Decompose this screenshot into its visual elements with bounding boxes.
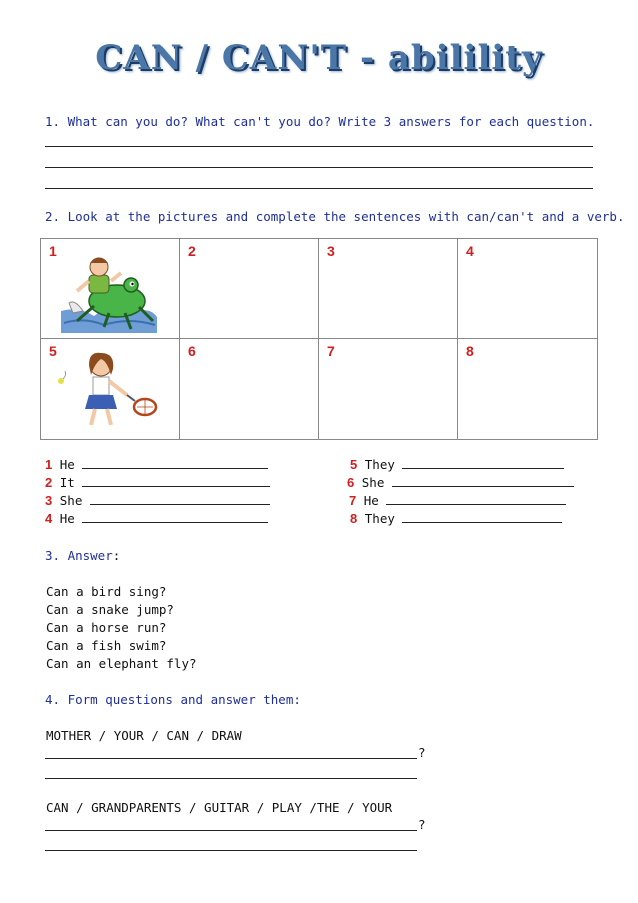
sentence-subject: She: [361, 475, 385, 490]
picture-cell-1: [41, 239, 180, 339]
answer-blank[interactable]: [90, 504, 270, 505]
question-item: Can an elephant fly?: [46, 656, 197, 671]
cell-number: 5: [49, 343, 57, 359]
sentence-line: [45, 475, 270, 490]
sentence-line: [45, 457, 268, 472]
picture-cell-4: [458, 239, 597, 339]
question-item: Can a fish swim?: [46, 638, 167, 653]
cell-number: 6: [188, 343, 196, 359]
sentence-line: [350, 511, 562, 526]
sentence-subject: It: [59, 475, 75, 490]
answer-line[interactable]: [45, 167, 593, 168]
question-item: Can a horse run?: [46, 620, 167, 635]
picture-cell-3: [319, 239, 458, 339]
picture-cell-2: [180, 239, 319, 339]
section3-heading-text: 3. Answer: [45, 548, 113, 563]
question-item: Can a bird sing?: [46, 584, 167, 599]
sentence-line: [349, 493, 566, 508]
boy-and-frog-illustration: [59, 251, 159, 333]
question-mark: ?: [418, 817, 426, 832]
section2-heading: 2. Look at the pictures and complete the sentences with can/can't and a verb.: [45, 209, 625, 224]
picture-cell-6: [180, 339, 319, 439]
answer-blank[interactable]: [402, 468, 564, 469]
sentence-number: 1: [45, 457, 53, 472]
sentence-number: 3: [45, 493, 53, 508]
cell-number: 3: [327, 243, 335, 259]
sentence-line: [347, 475, 574, 490]
answer-line[interactable]: [45, 146, 593, 147]
sentence-number: 5: [350, 457, 358, 472]
section4-heading: 4. Form questions and answer them:: [45, 692, 301, 707]
question-item: Can a snake jump?: [46, 602, 174, 617]
scrambled-words: CAN / GRANDPARENTS / GUITAR / PLAY /THE / YOUR: [46, 800, 393, 815]
sentence-subject: He: [363, 493, 379, 508]
sentence-line: [350, 457, 564, 472]
answer-line[interactable]: [45, 830, 417, 831]
section3-heading: [45, 548, 120, 563]
sentence-subject: They: [364, 511, 395, 526]
answer-blank[interactable]: [82, 486, 270, 487]
cell-number: 2: [188, 243, 196, 259]
cell-number: 1: [49, 243, 57, 259]
cell-number: 4: [466, 243, 474, 259]
sentence-number: 2: [45, 475, 53, 490]
sentence-subject: He: [59, 457, 75, 472]
answer-line[interactable]: [45, 758, 417, 759]
answer-line[interactable]: [45, 850, 417, 851]
girl-with-tennis-racket-illustration: [55, 349, 161, 433]
picture-grid: [40, 238, 598, 440]
sentence-number: 8: [350, 511, 358, 526]
picture-cell-5: [41, 339, 180, 439]
answer-blank[interactable]: [82, 522, 268, 523]
cell-number: 7: [327, 343, 335, 359]
answer-blank[interactable]: [386, 504, 566, 505]
picture-cell-7: [319, 339, 458, 439]
worksheet-title: CAN / CAN'T - abilility: [95, 38, 543, 78]
answer-blank[interactable]: [392, 486, 574, 487]
sentence-line: [45, 511, 268, 526]
sentence-subject: He: [59, 511, 75, 526]
section1-heading: 1. What can you do? What can't you do? Write 3 answers for each question.: [45, 114, 595, 129]
sentence-number: 6: [347, 475, 355, 490]
cell-number: 8: [466, 343, 474, 359]
sentence-subject: They: [364, 457, 395, 472]
question-mark: ?: [418, 745, 426, 760]
picture-cell-8: [458, 339, 597, 439]
sentence-line: [45, 493, 270, 508]
sentence-number: 4: [45, 511, 53, 526]
section3-heading-colon: :: [112, 548, 121, 563]
answer-line[interactable]: [45, 778, 417, 779]
answer-blank[interactable]: [82, 468, 268, 469]
answer-blank[interactable]: [402, 522, 562, 523]
sentence-subject: She: [59, 493, 83, 508]
scrambled-words: MOTHER / YOUR / CAN / DRAW: [46, 728, 242, 743]
answer-line[interactable]: [45, 188, 593, 189]
sentence-number: 7: [349, 493, 357, 508]
